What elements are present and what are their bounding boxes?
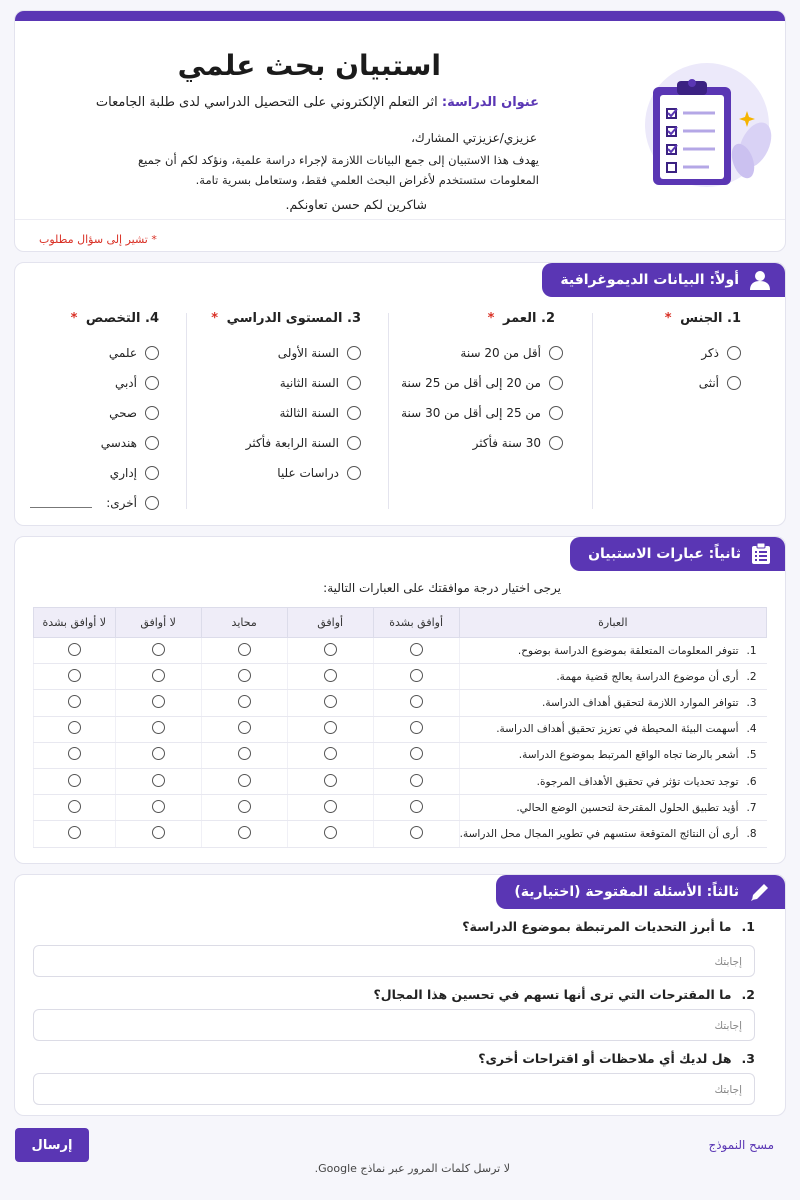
- radio-agree[interactable]: [324, 800, 337, 813]
- option-label: أنثى: [698, 376, 719, 390]
- question-major: [30, 311, 159, 509]
- required-note: * تشير إلى سؤال مطلوب: [39, 233, 157, 246]
- row-number: 5.: [746, 749, 757, 762]
- answer-input-3[interactable]: إجابتك: [33, 1073, 755, 1105]
- study-title: اثر التعلم الإلكتروني على التحصيل الدراسي لدى طلبة الجامعات: [95, 95, 438, 110]
- option-age-25-30[interactable]: [401, 398, 563, 428]
- radio-agree[interactable]: [324, 695, 337, 708]
- pencil-icon: [749, 881, 771, 903]
- option-female[interactable]: [665, 368, 741, 398]
- radio-strongly-agree[interactable]: [410, 695, 423, 708]
- row-number: 7.: [746, 801, 757, 814]
- option-label: من 20 إلى أقل من 25 سنة: [401, 376, 541, 390]
- radio-strongly-disagree[interactable]: [68, 695, 81, 708]
- question-level: [211, 311, 361, 509]
- open-questions-banner: [496, 875, 785, 909]
- statement-text: أؤيد تطبيق الحلول المقترحة لتحسين الوضع الحالي.: [516, 801, 739, 814]
- radio-strongly-disagree[interactable]: [68, 669, 81, 682]
- radio-agree[interactable]: [324, 774, 337, 787]
- thanks-text: شاكرين لكم حسن تعاونكم.: [285, 197, 427, 212]
- open-question-2: [373, 987, 755, 1002]
- answer-input-1[interactable]: إجابتك: [33, 945, 755, 977]
- demographics-title: أولاً: البيانات الديموغرافية: [560, 272, 739, 288]
- radio-strongly-disagree[interactable]: [68, 800, 81, 813]
- statement-cell: [459, 716, 766, 742]
- radio-disagree[interactable]: [152, 747, 165, 760]
- radio-button[interactable]: [549, 376, 563, 390]
- question-number: 1.: [727, 311, 741, 326]
- answer-input-2[interactable]: إجابتك: [33, 1009, 755, 1041]
- demographics-banner: [542, 263, 785, 297]
- statement-text: أشعر بالرضا تجاه الواقع المرتبط بموضوع الدراسة.: [518, 749, 739, 762]
- option-label: صحي: [109, 406, 137, 420]
- other-text-input[interactable]: [30, 498, 92, 508]
- radio-neutral[interactable]: [238, 643, 251, 656]
- user-icon: [749, 269, 771, 291]
- radio-agree[interactable]: [324, 747, 337, 760]
- option-label: السنة الرابعة فأكثر: [245, 436, 339, 450]
- likert-instruction: يرجى اختيار درجة موافقتك على العبارات التالية:: [323, 581, 561, 595]
- likert-header-row: [34, 608, 767, 638]
- table-row: [34, 795, 767, 821]
- clear-form-link[interactable]: مسح النموذج: [708, 1138, 774, 1152]
- clipboard-list-icon: [751, 543, 771, 565]
- radio-strongly-agree[interactable]: [410, 747, 423, 760]
- password-disclaimer: لا ترسل كلمات المرور عبر نماذج Google.: [314, 1162, 510, 1175]
- option-year-3[interactable]: [211, 398, 361, 428]
- radio-disagree[interactable]: [152, 695, 165, 708]
- option-year-2[interactable]: [211, 368, 361, 398]
- required-marker: *: [487, 311, 495, 326]
- question-gender: [665, 311, 741, 509]
- statements-section: [14, 536, 786, 864]
- question-text: ما المقترحات التي ترى أنها تسهم في تحسين هذا المجال؟: [373, 987, 732, 1002]
- row-number: 1.: [746, 644, 757, 657]
- column-header: أوافق: [287, 608, 373, 638]
- statement-cell: [459, 638, 766, 664]
- form-title: استبيان بحث علمي: [177, 49, 441, 82]
- option-engineering[interactable]: [30, 428, 159, 458]
- table-row: [34, 742, 767, 768]
- radio-button[interactable]: [347, 406, 361, 420]
- likert-body: [34, 638, 767, 848]
- option-year-4[interactable]: [211, 428, 361, 458]
- radio-strongly-agree[interactable]: [410, 643, 423, 656]
- radio-button[interactable]: [549, 346, 563, 360]
- option-label: دراسات عليا: [277, 466, 339, 480]
- statement-text: أرى أن موضوع الدراسة يعالج قضية مهمة.: [556, 670, 739, 683]
- row-number: 8.: [746, 827, 757, 840]
- required-marker: *: [70, 311, 78, 326]
- option-label: السنة الثانية: [279, 376, 339, 390]
- statement-cell: [459, 690, 766, 716]
- table-row: [34, 664, 767, 690]
- question-label: الجنس: [680, 311, 723, 326]
- required-marker: *: [664, 311, 672, 326]
- header-divider: [15, 219, 785, 220]
- column-header: العبارة: [459, 608, 766, 638]
- statement-cell: [459, 821, 766, 847]
- radio-disagree[interactable]: [152, 826, 165, 839]
- study-title-line: [96, 95, 539, 110]
- column-header: أوافق بشدة: [373, 608, 459, 638]
- statement-cell: [459, 795, 766, 821]
- radio-agree[interactable]: [324, 669, 337, 682]
- column-divider: [592, 313, 593, 509]
- radio-button[interactable]: [145, 376, 159, 390]
- radio-neutral[interactable]: [238, 721, 251, 734]
- open-questions-section: [14, 874, 786, 1116]
- radio-strongly-agree[interactable]: [410, 669, 423, 682]
- statement-text: أسهمت البيئة المحيطة في تعزيز تحقيق أهداف الدراسة.: [496, 723, 739, 736]
- radio-button[interactable]: [347, 346, 361, 360]
- option-label: أخرى:: [106, 496, 137, 510]
- radio-button[interactable]: [347, 376, 361, 390]
- option-label: 30 سنة فأكثر: [472, 436, 541, 450]
- radio-button[interactable]: [145, 466, 159, 480]
- question-title: [30, 311, 159, 326]
- statements-title: ثانياً: عبارات الاستبيان: [588, 546, 741, 562]
- radio-neutral[interactable]: [238, 826, 251, 839]
- radio-button[interactable]: [549, 436, 563, 450]
- column-header: محايد: [201, 608, 287, 638]
- option-label: إداري: [109, 466, 137, 480]
- radio-agree[interactable]: [324, 826, 337, 839]
- question-text: هل لديك أي ملاحظات أو اقتراحات أخرى؟: [478, 1051, 732, 1066]
- radio-strongly-agree[interactable]: [410, 800, 423, 813]
- statement-text: توجد تحديات تؤثر في تحقيق الأهداف المرجوة.: [536, 775, 739, 788]
- required-marker: *: [211, 311, 219, 326]
- row-number: 4.: [746, 723, 757, 736]
- option-label: أقل من 20 سنة: [460, 346, 541, 360]
- option-label: هندسي: [100, 436, 137, 450]
- option-label: السنة الثالثة: [279, 406, 339, 420]
- option-other[interactable]: [30, 488, 159, 518]
- option-age-under-20[interactable]: [401, 338, 563, 368]
- option-label: ذكر: [701, 346, 719, 360]
- statement-cell: [459, 664, 766, 690]
- radio-button[interactable]: [549, 406, 563, 420]
- open-questions-title: ثالثاً: الأسئلة المفتوحة (اختيارية): [514, 884, 739, 900]
- radio-neutral[interactable]: [238, 747, 251, 760]
- option-male[interactable]: [665, 338, 741, 368]
- question-text: ما أبرز التحديات المرتبطة بموضوع الدراسة؟: [462, 919, 732, 934]
- radio-disagree[interactable]: [152, 800, 165, 813]
- radio-neutral[interactable]: [238, 669, 251, 682]
- table-row: [34, 638, 767, 664]
- option-label: أدبي: [114, 376, 137, 390]
- study-label: عنوان الدراسة:: [441, 95, 539, 110]
- option-literary[interactable]: [30, 368, 159, 398]
- statement-text: تتوافر الموارد اللازمة لتحقيق أهداف الدراسة.: [542, 696, 739, 709]
- open-question-1: [462, 919, 755, 934]
- option-health[interactable]: [30, 398, 159, 428]
- radio-disagree[interactable]: [152, 669, 165, 682]
- statements-banner: [570, 537, 785, 571]
- radio-strongly-agree[interactable]: [410, 774, 423, 787]
- radio-agree[interactable]: [324, 721, 337, 734]
- table-row: [34, 690, 767, 716]
- question-label: التخصص: [85, 311, 141, 326]
- radio-button[interactable]: [727, 376, 741, 390]
- question-number: 3.: [347, 311, 361, 326]
- question-title: [211, 311, 361, 326]
- radio-strongly-disagree[interactable]: [68, 747, 81, 760]
- row-number: 6.: [746, 775, 757, 788]
- open-question-3: [478, 1051, 755, 1066]
- option-scientific[interactable]: [30, 338, 159, 368]
- radio-strongly-agree[interactable]: [410, 721, 423, 734]
- column-header: لا أوافق بشدة: [34, 608, 116, 638]
- intro-text: يهدف هذا الاستبيان إلى جمع البيانات اللازمة لإجراء دراسة علمية، ونؤكد لكم أن جميع المعلومات ستستخدم لأغراض البحث العلمي فقط، وستعامل بسرية تامة.: [138, 153, 539, 187]
- option-label: السنة الأولى: [277, 346, 339, 360]
- row-number: 2.: [746, 670, 757, 683]
- radio-button[interactable]: [145, 436, 159, 450]
- question-title: [665, 311, 741, 326]
- radio-neutral[interactable]: [238, 695, 251, 708]
- question-label: العمر: [502, 311, 537, 326]
- radio-disagree[interactable]: [152, 643, 165, 656]
- table-row: [34, 716, 767, 742]
- option-label: من 25 إلى أقل من 30 سنة: [401, 406, 541, 420]
- submit-button[interactable]: إرسال: [15, 1128, 89, 1162]
- option-administrative[interactable]: [30, 458, 159, 488]
- radio-neutral[interactable]: [238, 800, 251, 813]
- radio-disagree[interactable]: [152, 721, 165, 734]
- question-label: المستوى الدراسي: [226, 311, 343, 326]
- header-card: [14, 10, 786, 252]
- option-age-20-25[interactable]: [401, 368, 563, 398]
- option-year-1[interactable]: [211, 338, 361, 368]
- radio-strongly-disagree[interactable]: [68, 643, 81, 656]
- column-divider: [186, 313, 187, 509]
- question-number: 4.: [145, 311, 159, 326]
- table-row: [34, 768, 767, 794]
- radio-disagree[interactable]: [152, 774, 165, 787]
- demographics-section: [14, 262, 786, 526]
- greeting-text: عزيزي/عزيزتي المشارك،: [411, 131, 537, 145]
- statement-text: تتوفر المعلومات المتعلقة بموضوع الدراسة بوضوح.: [517, 644, 739, 657]
- statement-cell: [459, 768, 766, 794]
- radio-button[interactable]: [145, 496, 159, 510]
- question-number: 1.: [741, 919, 755, 934]
- likert-table: [33, 607, 767, 848]
- row-number: 3.: [746, 696, 757, 709]
- question-number: 2.: [541, 311, 555, 326]
- radio-button[interactable]: [145, 406, 159, 420]
- radio-strongly-disagree[interactable]: [68, 774, 81, 787]
- question-title: [401, 311, 563, 326]
- clipboard-checklist-icon: [627, 61, 777, 191]
- radio-button[interactable]: [145, 346, 159, 360]
- radio-button[interactable]: [347, 466, 361, 480]
- option-age-30-plus[interactable]: [401, 428, 563, 458]
- question-number: 3.: [741, 1051, 755, 1066]
- column-divider: [388, 313, 389, 509]
- statement-cell: [459, 742, 766, 768]
- question-age: [401, 311, 563, 509]
- option-graduate[interactable]: [211, 458, 361, 488]
- statement-text: أرى أن النتائج المتوقعة ستسهم في تطوير المجال محل الدراسة.: [459, 827, 739, 840]
- table-row: [34, 821, 767, 847]
- radio-strongly-agree[interactable]: [410, 826, 423, 839]
- question-number: 2.: [741, 987, 755, 1002]
- radio-strongly-disagree[interactable]: [68, 826, 81, 839]
- radio-button[interactable]: [727, 346, 741, 360]
- radio-neutral[interactable]: [238, 774, 251, 787]
- radio-button[interactable]: [347, 436, 361, 450]
- option-label: علمي: [108, 346, 137, 360]
- radio-strongly-disagree[interactable]: [68, 721, 81, 734]
- radio-agree[interactable]: [324, 643, 337, 656]
- column-header: لا أوافق: [115, 608, 201, 638]
- header-accent-bar: [15, 11, 785, 21]
